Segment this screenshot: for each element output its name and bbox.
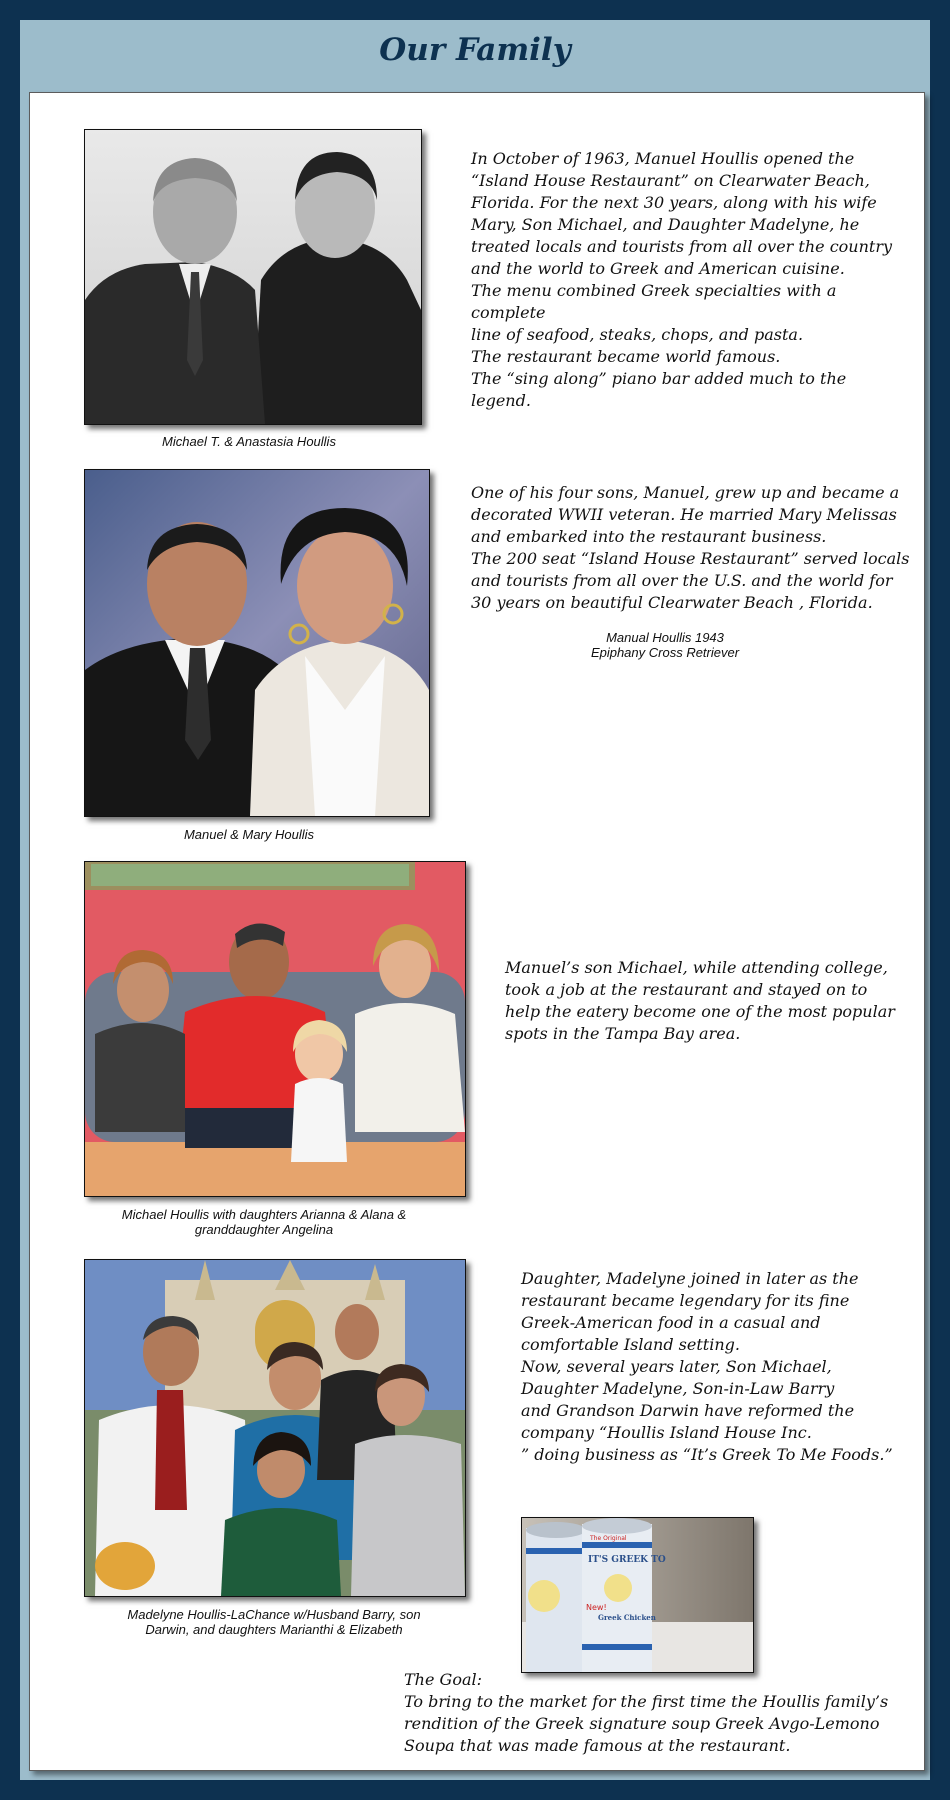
caption-line: Manual Houllis 1943 [606, 630, 724, 645]
caption-michael-daughters [84, 1207, 444, 1237]
caption-line: Madelyne Houllis-LaChance w/Husband Barry, son [127, 1607, 421, 1622]
story-paragraph-3: Manuel’s son Michael, while attending college, took a job at the restaurant and stayed on to help the eatery become one of the most popular spots in the Tampa Bay area. [505, 958, 895, 1043]
photo-madelyne-family [84, 1259, 466, 1597]
photo-michael-anastasia [84, 129, 422, 425]
goal-label: The Goal: [404, 1670, 482, 1689]
caption-line: Michael Houllis with daughters Arianna & Alana & [121, 1207, 407, 1222]
caption-manuel-mary: Manuel & Mary Houllis [183, 827, 315, 842]
family-at-castle-photo-icon [85, 1260, 465, 1596]
portrait-color-couple-icon [85, 470, 429, 816]
caption-madelyne-family [84, 1607, 464, 1637]
story-paragraph-1: In October of 1963, Manuel Houllis opened the “Island House Restaurant” on Clearwater Beach, Florida. For the next 30 years, along with his wife Mary, Son Michael, and Daughter Madelyne, he treated locals and tourists from all over the country and the world to Greek and American cuisine. The menu combined Greek specialties with a complete line of seafood, steaks, chops, and pasta. The restaurant became world famous. The “sing along” piano bar added much to the legend. [471, 149, 893, 410]
story-paragraph-2: One of his four sons, Manuel, grew up and became a decorated WWII veteran. He married Mary Melissas and embarked into the restaurant business. The 200 seat “Island House Restaurant” served locals and tourists from all over the U.S. and the world for 30 years on beautiful Clearwater Beach , Florida. [471, 483, 910, 612]
caption-line: Epiphany Cross Retriever [590, 645, 740, 660]
portrait-black-and-white-couple-icon [85, 130, 421, 424]
photo-michael-daughters [84, 861, 466, 1197]
soup-cans-photo-icon [522, 1518, 753, 1672]
goal-text: To bring to the market for the first time the Houllis family’s rendition of the Greek signature soup Greek Avgo-Lemono Soupa that was made famous at the restaurant. [404, 1692, 889, 1755]
caption-line: Darwin, and daughters Marianthi & Elizabeth [145, 1622, 403, 1637]
photo-manuel-mary [84, 469, 430, 817]
can-label-original: The Original [590, 1535, 627, 1542]
caption-michael-anastasia: Michael T. & Anastasia Houllis [162, 434, 336, 449]
can-label-brand: IT'S GREEK TO [588, 1555, 666, 1565]
caption-manual-houllis-1943 [540, 630, 790, 660]
family-on-couch-photo-icon [85, 862, 465, 1196]
caption-line: granddaughter Angelina [194, 1222, 334, 1237]
story-paragraph-4: Daughter, Madelyne joined in later as the restaurant became legendary for its fine Greek-American food in a casual and comfortable Island setting. Now, several years later, Son Michael, Daughter Madelyne, Son-in-Law Barry and Grandson Darwin have reformed the company “Houllis Island House Inc. ” doing business as “It’s Greek To Me Foods.” [521, 1269, 893, 1464]
photo-soup-cans [521, 1517, 754, 1673]
can-label-greek-chicken: Greek Chicken [598, 1613, 656, 1622]
page-title: Our Family [379, 32, 571, 68]
can-label-new: New! [586, 1603, 607, 1612]
